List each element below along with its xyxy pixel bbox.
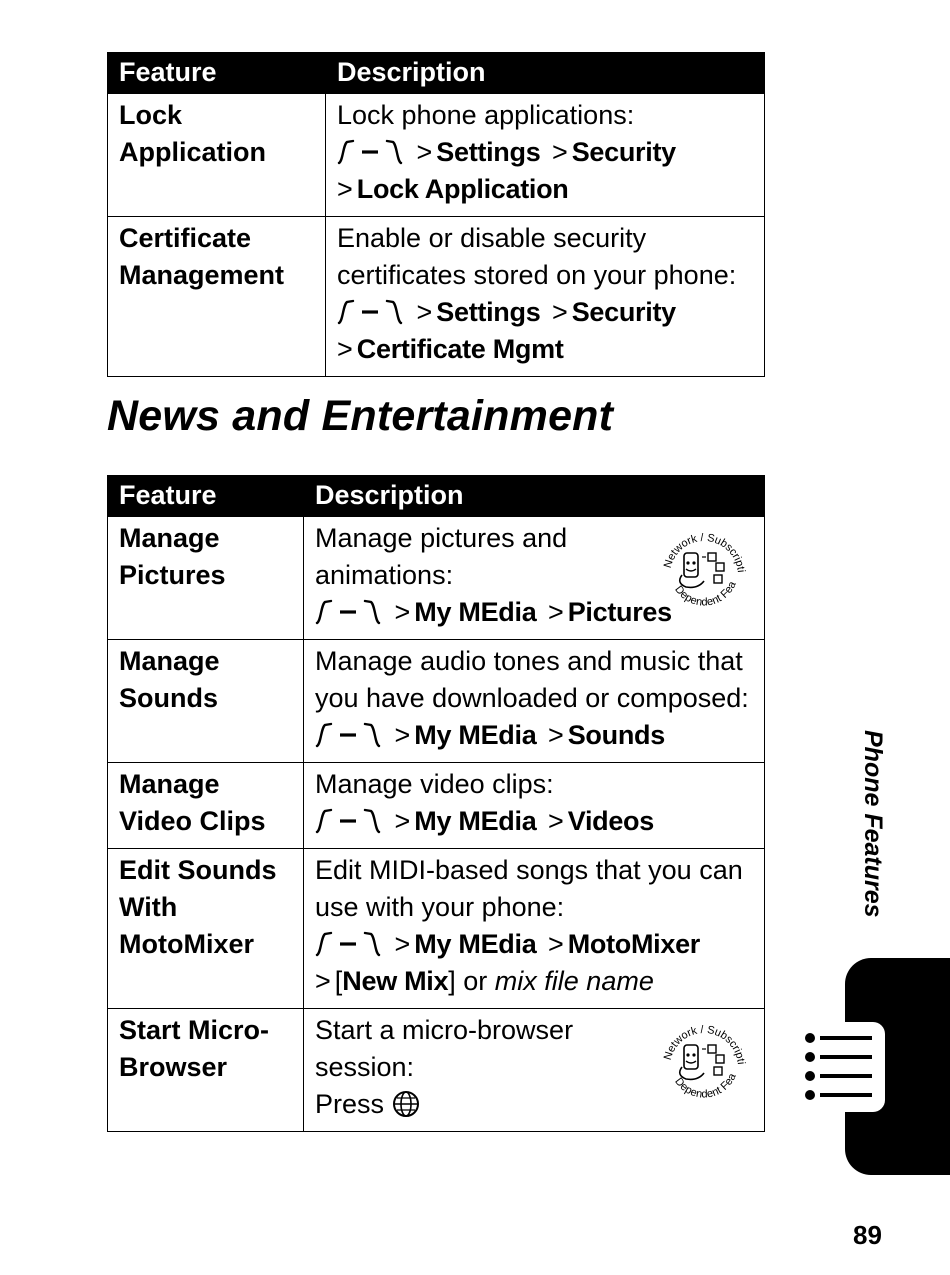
menu-path-item: My MEdia xyxy=(414,806,537,836)
menu-path-item: My MEdia xyxy=(414,720,537,750)
path-separator: > xyxy=(394,806,411,836)
menu-path-item: MotoMixer xyxy=(567,929,701,959)
description-header: Description xyxy=(326,53,765,94)
menu-path-item: Security xyxy=(571,297,676,327)
description-text: Manage audio tones and music that xyxy=(315,646,743,676)
description-header: Description xyxy=(304,476,765,517)
path-separator: > xyxy=(547,720,564,750)
feature-header: Feature xyxy=(108,476,304,517)
description-text: certificates stored on your phone: xyxy=(337,260,737,290)
path-separator: > xyxy=(394,597,411,627)
path-separator: > xyxy=(547,929,564,959)
news-feature-table xyxy=(107,475,765,1132)
feature-name-line: Lock xyxy=(119,100,183,130)
alternate-option: mix file name xyxy=(494,966,654,996)
menu-option: New Mix xyxy=(342,966,449,996)
security-feature-table xyxy=(107,52,765,377)
side-section-label: Phone Features xyxy=(859,730,887,918)
browser-key-icon xyxy=(392,1090,420,1118)
feature-cell xyxy=(108,1009,304,1132)
menu-path-item: Sounds xyxy=(567,720,665,750)
feature-cell xyxy=(108,640,304,763)
feature-name-line: With xyxy=(119,892,178,922)
menu-key-icon xyxy=(315,808,381,834)
network-dependent-feature-icon xyxy=(656,523,752,619)
feature-name-line: MotoMixer xyxy=(119,929,254,959)
description-cell xyxy=(304,763,765,849)
feature-name-line: Edit Sounds xyxy=(119,855,277,885)
description-text: Manage pictures and xyxy=(315,523,568,553)
feature-cell xyxy=(108,217,326,377)
description-text: Start a micro-browser xyxy=(315,1015,574,1045)
path-separator: > xyxy=(547,597,564,627)
feature-header: Feature xyxy=(108,53,326,94)
description-text: animations: xyxy=(315,560,454,590)
menu-key-icon xyxy=(337,299,403,325)
feature-name-line: Browser xyxy=(119,1052,228,1082)
feature-name-line: Manage xyxy=(119,523,220,553)
path-separator: > xyxy=(416,297,433,327)
description-cell xyxy=(304,1009,765,1132)
path-separator: > xyxy=(394,720,411,750)
path-separator: > xyxy=(551,137,568,167)
feature-list-icon xyxy=(800,1028,880,1108)
feature-name-line: Manage xyxy=(119,646,220,676)
path-separator: > xyxy=(547,806,564,836)
menu-path-item: Certificate Mgmt xyxy=(356,334,564,364)
description-text: Manage video clips: xyxy=(315,769,554,799)
feature-cell xyxy=(108,517,304,640)
description-text: you have downloaded or composed: xyxy=(315,683,749,713)
description-text: Edit MIDI-based songs that you can xyxy=(315,855,743,885)
description-cell xyxy=(326,94,765,217)
table-row xyxy=(108,94,765,217)
path-separator: > xyxy=(315,966,331,996)
menu-path-item: Videos xyxy=(567,806,654,836)
or-text: or xyxy=(463,966,488,996)
section-title: News and Entertainment xyxy=(107,392,614,440)
feature-name-line: Certificate xyxy=(119,223,252,253)
path-separator: > xyxy=(337,174,353,204)
description-text: Lock phone applications: xyxy=(337,100,635,130)
menu-path-item: Pictures xyxy=(567,597,672,627)
feature-name-line: Sounds xyxy=(119,683,218,713)
table-row xyxy=(108,640,765,763)
feature-cell xyxy=(108,763,304,849)
path-separator: > xyxy=(394,929,411,959)
menu-path-item: My MEdia xyxy=(414,929,537,959)
path-separator: > xyxy=(551,297,568,327)
table-row xyxy=(108,1009,765,1132)
page-number: 89 xyxy=(853,1220,882,1250)
path-separator: > xyxy=(337,334,353,364)
menu-path-item: Settings xyxy=(436,297,541,327)
feature-name-line: Application xyxy=(119,137,266,167)
press-text: Press xyxy=(315,1089,385,1119)
menu-key-icon xyxy=(315,931,381,957)
description-cell xyxy=(304,640,765,763)
menu-path-item: My MEdia xyxy=(414,597,537,627)
feature-name-line: Video Clips xyxy=(119,806,266,836)
description-text: use with your phone: xyxy=(315,892,565,922)
feature-name-line: Manage xyxy=(119,769,220,799)
description-cell xyxy=(326,217,765,377)
table-row xyxy=(108,217,765,377)
feature-name-line: Start Micro- xyxy=(119,1015,270,1045)
description-text: session: xyxy=(315,1052,415,1082)
menu-key-icon xyxy=(315,722,381,748)
table-row xyxy=(108,849,765,1009)
feature-name-line: Management xyxy=(119,260,285,290)
menu-path-item: Security xyxy=(571,137,676,167)
menu-path-item: Settings xyxy=(436,137,541,167)
network-dependent-feature-icon xyxy=(656,1015,752,1111)
description-cell: Edit MIDI-based songs that you can use with your phone: > My MEdia > MotoMixer > [New Mix] or mix file name xyxy=(304,849,765,1009)
feature-cell xyxy=(108,94,326,217)
menu-path-item: Lock Application xyxy=(356,174,569,204)
table-row xyxy=(108,763,765,849)
table-row xyxy=(108,517,765,640)
feature-cell xyxy=(108,849,304,1009)
description-cell xyxy=(304,517,765,640)
menu-key-icon xyxy=(337,139,403,165)
feature-name-line: Pictures xyxy=(119,560,226,590)
description-text: Enable or disable security xyxy=(337,223,647,253)
menu-key-icon xyxy=(315,599,381,625)
path-separator: > xyxy=(416,137,433,167)
